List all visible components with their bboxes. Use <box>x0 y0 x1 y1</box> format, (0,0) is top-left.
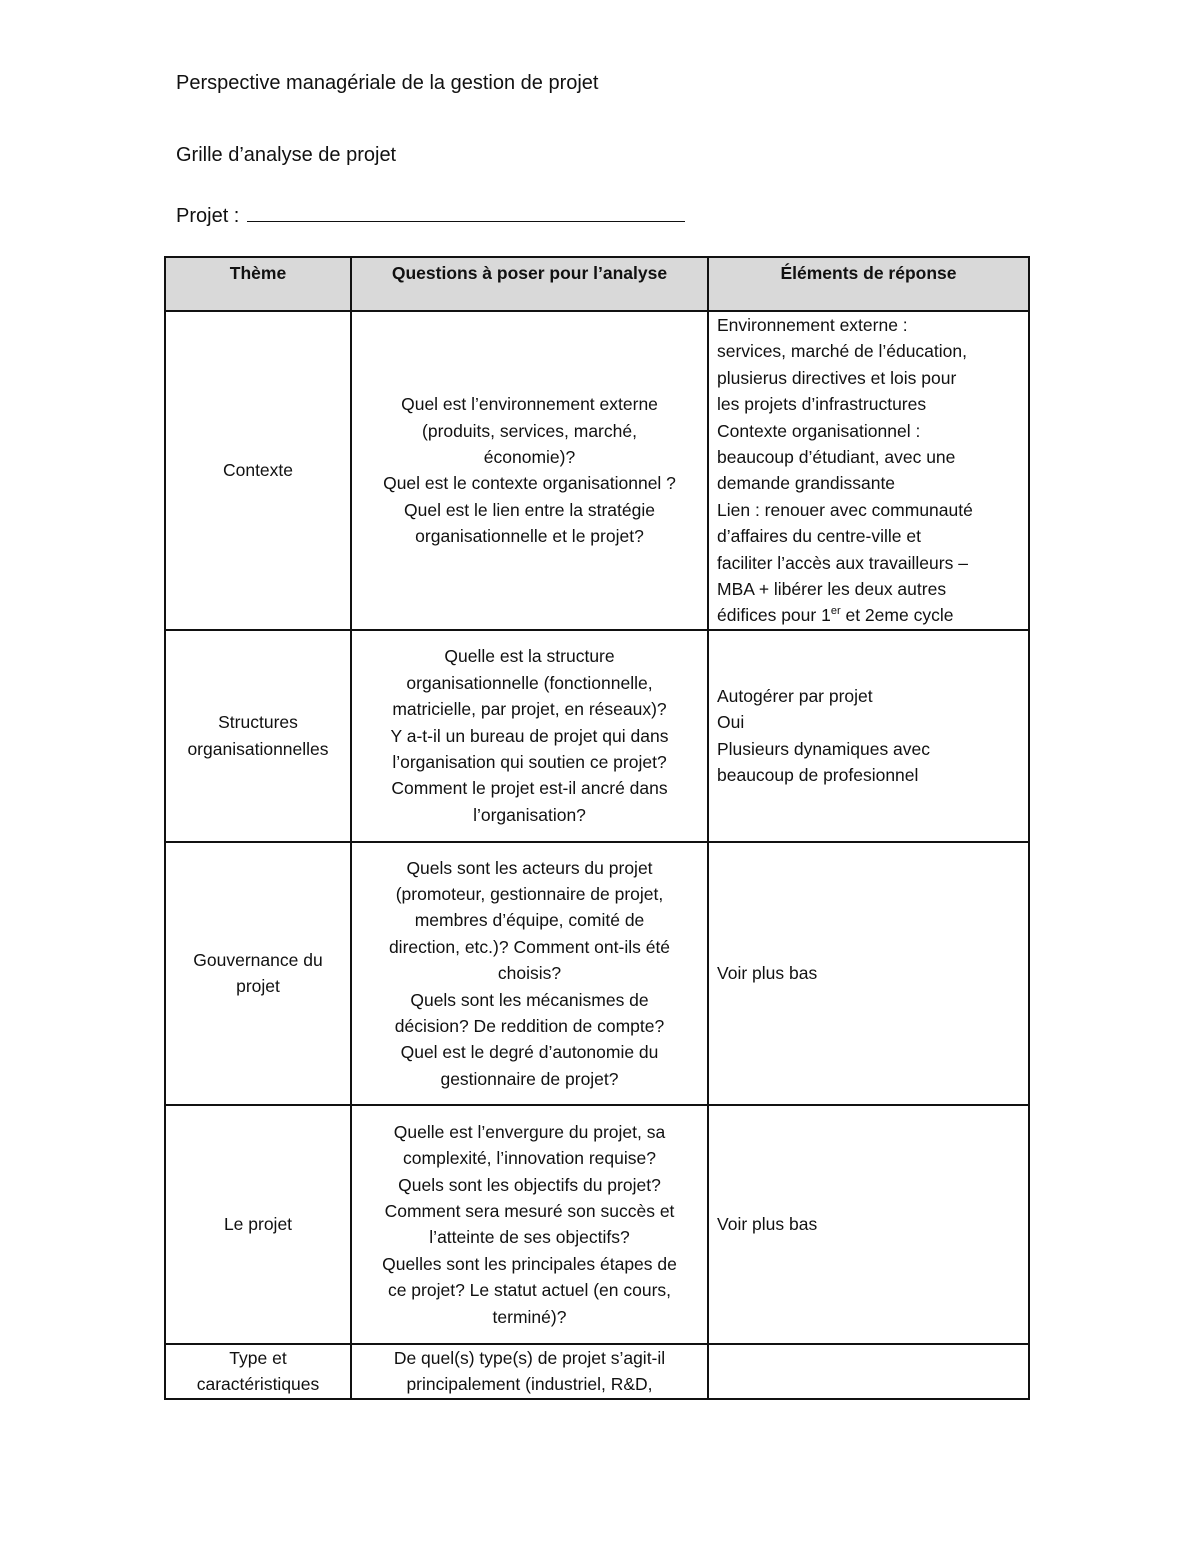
response-line: services, marché de l’éducation, <box>717 341 967 362</box>
analysis-table <box>164 256 1030 1400</box>
question-line: Quel est l’environnement externe <box>401 394 658 415</box>
response-line: faciliter l’accès aux travailleurs – <box>717 552 968 573</box>
response-line: Contexte organisationnel : <box>717 420 921 441</box>
question-line: Quels sont les mécanismes de <box>410 989 649 1010</box>
response-line: les projets d’infrastructures <box>717 394 927 415</box>
response-text: et 2eme cycle <box>840 605 954 626</box>
response-line: Environnement externe : <box>717 315 908 335</box>
question-line: choisis? <box>497 963 562 984</box>
theme-text: Le projet <box>223 1214 293 1235</box>
question-line: l’atteinte de ses objectifs? <box>429 1227 630 1248</box>
theme-cell <box>165 630 351 842</box>
project-blank-line <box>247 201 685 222</box>
response-cell <box>708 1105 1029 1344</box>
question-line: Comment sera mesuré son succès et <box>384 1200 675 1221</box>
question-line: Quels sont les objectifs du projet? <box>398 1174 661 1195</box>
project-label: Projet : <box>176 205 240 227</box>
response-line: Voir plus bas <box>717 963 818 984</box>
response-cell <box>708 311 1029 630</box>
question-line: matricielle, par projet, en réseaux)? <box>392 699 667 720</box>
table-row <box>165 311 1029 630</box>
theme-cell <box>165 1344 351 1399</box>
response-text: édifices pour 1 <box>717 605 831 626</box>
theme-text: Gouvernance du <box>193 949 323 970</box>
table-row <box>165 630 1029 842</box>
response-line: Lien : renouer avec communauté <box>717 499 973 520</box>
theme-text: Structures <box>218 712 298 733</box>
question-line: Quelles sont les principales étapes de <box>382 1253 677 1274</box>
questions-cell <box>351 311 708 630</box>
table-row <box>165 1344 1029 1399</box>
question-line: (promoteur, gestionnaire de projet, <box>395 883 664 904</box>
question-line: Comment le projet est-il ancré dans <box>391 778 668 799</box>
questions-cell <box>351 842 708 1105</box>
response-line: d’affaires du centre-ville et <box>717 526 921 547</box>
question-line: De quel(s) type(s) de projet s’agit-il <box>393 1347 666 1368</box>
question-line: Quel est le contexte organisationnel ? <box>383 473 676 494</box>
response-line: plusierus directives et lois pour <box>717 367 957 388</box>
questions-cell <box>351 1344 708 1399</box>
response-line: MBA + libérer les deux autres <box>717 579 947 600</box>
header-responses: Éléments de réponse <box>708 257 1029 311</box>
document-subtitle: Grille d’analyse de projet <box>176 144 397 166</box>
response-line-last <box>717 602 1020 628</box>
question-line: organisationnelle et le projet? <box>415 526 644 547</box>
theme-cell <box>165 842 351 1105</box>
response-line: Oui <box>717 712 745 733</box>
question-line: l’organisation? <box>473 804 586 825</box>
question-line: Quelle est l’envergure du projet, sa <box>393 1121 666 1142</box>
theme-text: caractéristiques <box>196 1374 320 1395</box>
question-line: membres d’équipe, comité de <box>414 910 645 931</box>
question-line: décision? De reddition de compte? <box>394 1015 665 1036</box>
superscript: er <box>830 605 841 618</box>
header-questions: Questions à poser pour l’analyse <box>351 257 708 311</box>
response-cell-empty <box>708 1344 1029 1399</box>
table-header-row <box>165 257 1029 311</box>
question-line: l’organisation qui soutien ce projet? <box>392 752 667 773</box>
question-line: ce projet? Le statut actuel (en cours, <box>387 1280 672 1301</box>
theme-text: Contexte <box>222 460 294 481</box>
project-field <box>176 201 685 228</box>
questions-cell <box>351 1105 708 1344</box>
question-line: Quel est le lien entre la stratégie <box>404 499 655 520</box>
question-line: organisationnelle (fonctionnelle, <box>406 672 653 693</box>
response-line: Voir plus bas <box>717 1214 818 1235</box>
table-row <box>165 1105 1029 1344</box>
question-line: Quelle est la structure <box>444 646 615 667</box>
question-line: gestionnaire de projet? <box>440 1068 619 1089</box>
response-line: beaucoup de profesionnel <box>717 765 919 786</box>
response-line: Plusieurs dynamiques avec <box>717 738 931 759</box>
theme-cell <box>165 1105 351 1344</box>
response-cell <box>708 630 1029 842</box>
questions-cell <box>351 630 708 842</box>
question-line: complexité, l’innovation requise? <box>403 1148 656 1169</box>
question-line: Y a-t-il un bureau de projet qui dans <box>390 725 669 746</box>
header-theme: Thème <box>165 257 351 311</box>
response-line: demande grandissante <box>717 473 896 494</box>
question-line: principalement (industriel, R&D, <box>406 1374 653 1395</box>
question-line: direction, etc.)? Comment ont-ils été <box>388 936 671 957</box>
theme-text: organisationnelles <box>187 738 329 759</box>
theme-text: Type et <box>229 1347 287 1368</box>
question-line: économie)? <box>483 447 576 468</box>
response-cell <box>708 842 1029 1105</box>
question-line: Quels sont les acteurs du projet <box>406 857 653 878</box>
table-row <box>165 842 1029 1105</box>
question-line: Quel est le degré d’autonomie du <box>400 1042 659 1063</box>
question-line: (produits, services, marché, <box>422 420 637 441</box>
response-line: Autogérer par projet <box>717 686 873 707</box>
theme-text: projet <box>236 976 280 997</box>
response-line: beaucoup d’étudiant, avec une <box>717 447 956 468</box>
question-line: terminé)? <box>492 1306 567 1327</box>
theme-cell <box>165 311 351 630</box>
document-title: Perspective managériale de la gestion de projet <box>176 72 599 94</box>
